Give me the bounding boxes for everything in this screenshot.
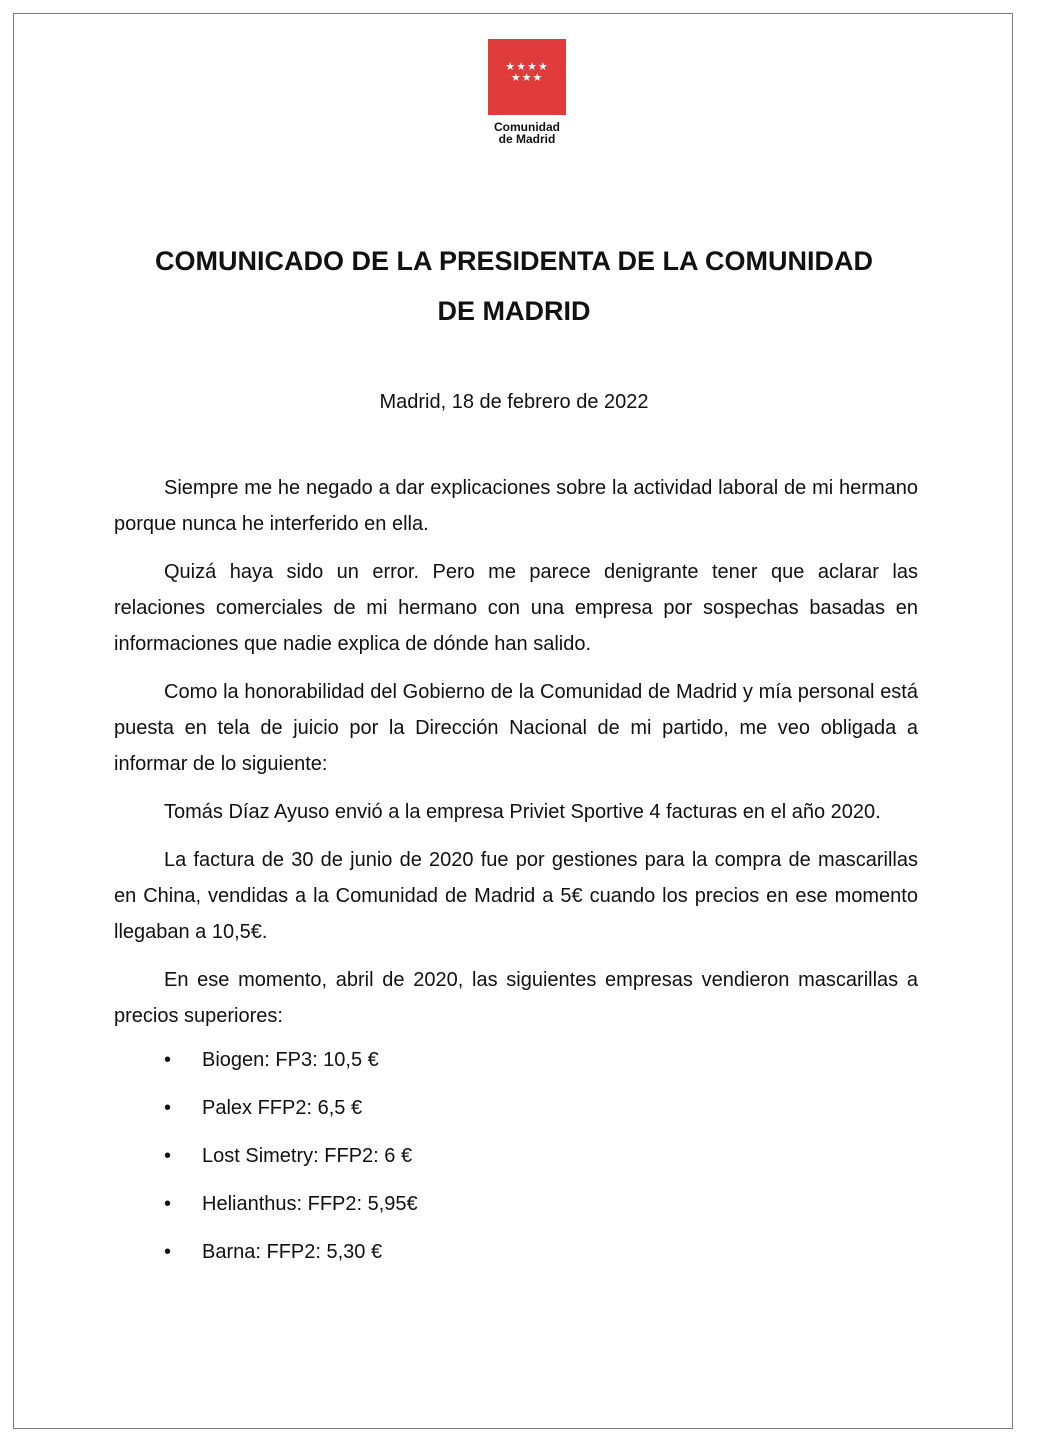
comunidad-de-madrid-logo (488, 39, 568, 145)
logo-text-line1: Comunidad (494, 120, 560, 134)
list-item (114, 1094, 918, 1122)
paragraph-6: En ese momento, abril de 2020, las siguientes empresas vendieron mascarillas a precios superiores: (114, 969, 918, 1027)
paragraph-3: Como la honorabilidad del Gobierno de la Comunidad de Madrid y mía personal está puesta en tela de juicio por la Dirección Nacional de mi partido, me veo obligada a informar de lo siguiente: (114, 681, 918, 775)
stars-row-top: ★★★★ (505, 60, 549, 73)
logo-text (488, 121, 566, 145)
list-item (114, 1190, 918, 1218)
paragraph-4: Tomás Díaz Ayuso envió a la empresa Priviet Sportive 4 facturas en el año 2020. (164, 801, 881, 823)
list-item-text: Palex FFP2: 6,5 € (202, 1097, 363, 1119)
title-line-1: COMUNICADO DE LA PRESIDENTA DE LA COMUNIDAD (155, 246, 873, 276)
bullet-icon: • (164, 1097, 172, 1119)
document-date: Madrid, 18 de febrero de 2022 (379, 391, 649, 413)
document-page (13, 13, 1013, 1429)
flag-icon (488, 39, 566, 115)
logo-text-line2: de Madrid (498, 132, 556, 146)
list-item-text: Barna: FFP2: 5,30 € (202, 1241, 383, 1263)
document-title (14, 236, 1014, 336)
paragraph-1: Siempre me he negado a dar explicaciones sobre la actividad laboral de mi hermano porque nunca he interferido en ella. (114, 477, 918, 535)
stars-icon (488, 61, 566, 83)
list-item-text: Biogen: FP3: 10,5 € (202, 1049, 379, 1071)
document-body (114, 470, 918, 1286)
bullet-icon: • (164, 1193, 172, 1215)
bullet-icon: • (164, 1145, 172, 1167)
list-item-text: Lost Simetry: FFP2: 6 € (202, 1145, 413, 1167)
title-line-2: DE MADRID (437, 296, 591, 326)
stars-row-bottom: ★★★ (510, 71, 544, 84)
bullet-icon: • (164, 1241, 172, 1263)
paragraph-2: Quizá haya sido un error. Pero me parece denigrante tener que aclarar las relaciones comerciales de mi hermano con una empresa por sospechas basadas en informaciones que nadie explica de dónde han salido. (114, 561, 918, 655)
paragraph-5: La factura de 30 de junio de 2020 fue por gestiones para la compra de mascarillas en China, vendidas a la Comunidad de Madrid a 5€ cuando los precios en ese momento llegaban a 10,5€. (114, 849, 918, 943)
price-list (114, 1046, 918, 1266)
list-item (114, 1142, 918, 1170)
list-item (114, 1046, 918, 1074)
bullet-icon: • (164, 1049, 172, 1071)
list-item-text: Helianthus: FFP2: 5,95€ (202, 1193, 418, 1215)
list-item (114, 1238, 918, 1266)
